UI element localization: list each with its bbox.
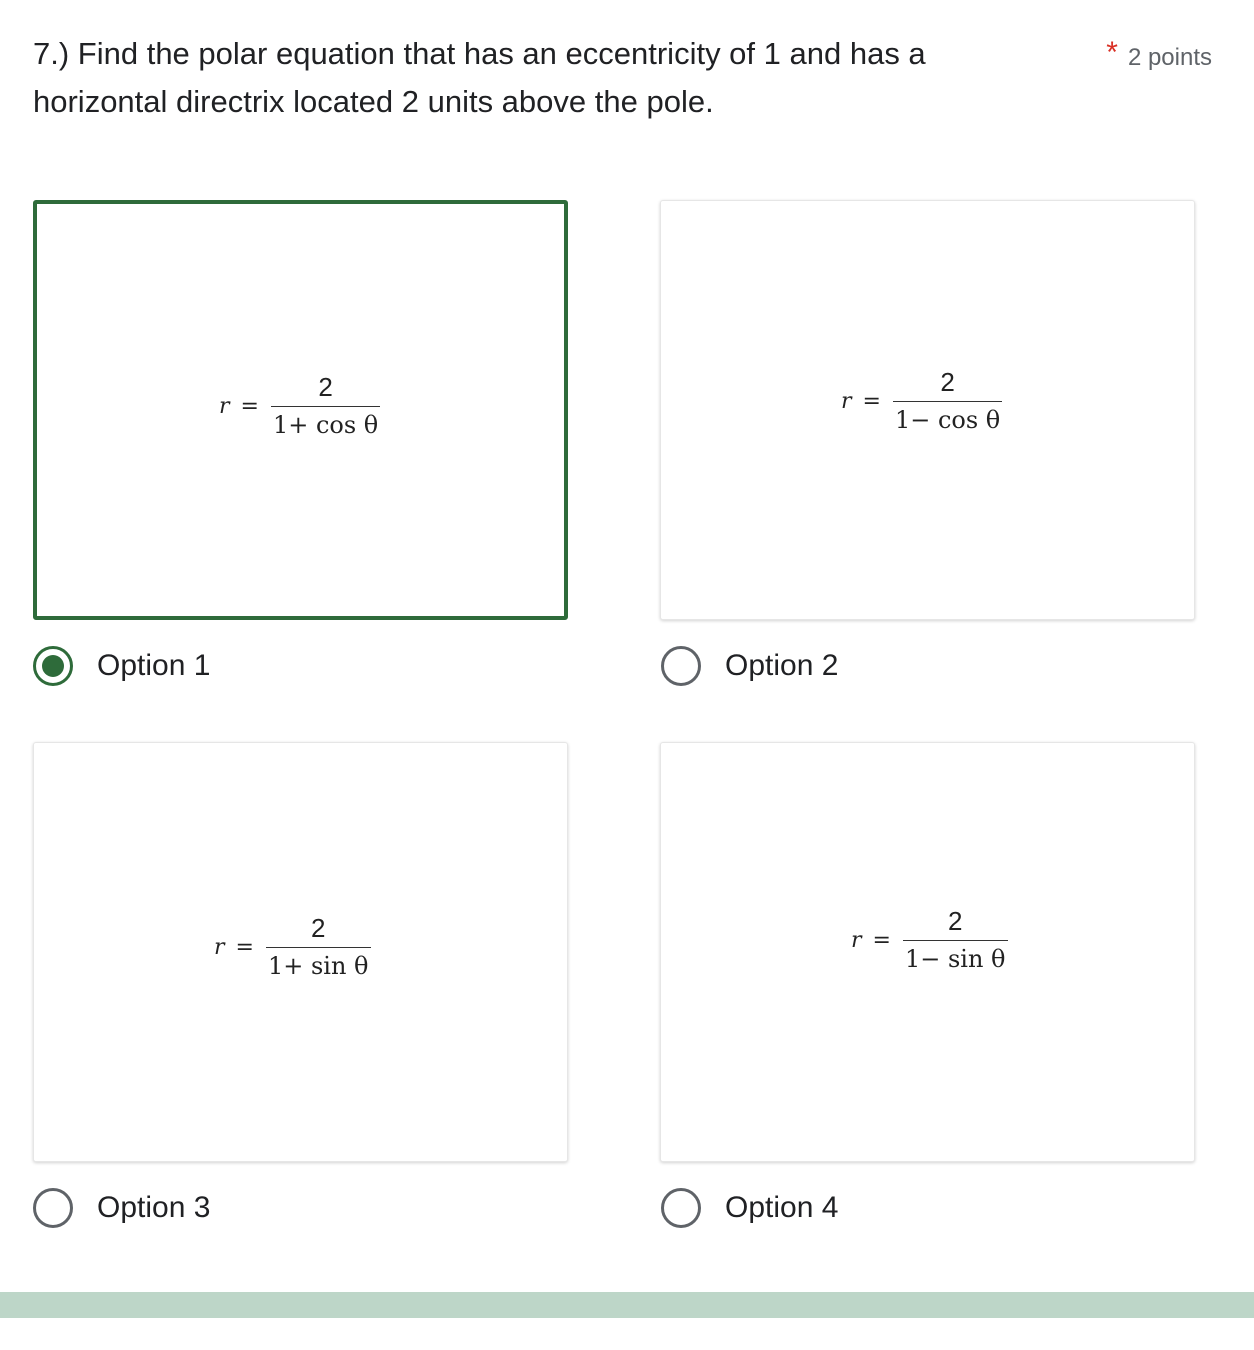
- option-3-formula: [214, 913, 371, 982]
- required-asterisk-icon: *: [1106, 36, 1118, 69]
- option-1-image-card[interactable]: [33, 200, 568, 620]
- numerator: 2: [940, 367, 955, 397]
- fraction: [893, 367, 1002, 436]
- formula-lhs: r =: [214, 935, 256, 960]
- fraction: [903, 906, 1008, 975]
- option-4-image-card[interactable]: [660, 742, 1195, 1162]
- option-3-choice[interactable]: [33, 1188, 210, 1228]
- denominator: 1− sin θ: [904, 945, 1006, 973]
- radio-dot-icon: [42, 655, 64, 677]
- bottom-divider-bar: [0, 1292, 1254, 1318]
- option-3-image-card[interactable]: [33, 742, 568, 1162]
- fraction: [271, 372, 380, 441]
- option-2-image-card[interactable]: [660, 200, 1195, 620]
- radio-button[interactable]: [661, 646, 701, 686]
- formula-lhs: r =: [841, 389, 883, 414]
- radio-button-checked[interactable]: [33, 646, 73, 686]
- formula-lhs: r =: [851, 928, 893, 953]
- fraction: [266, 913, 371, 982]
- option-4-label: Option 4: [725, 1191, 839, 1224]
- denominator: 1+ cos θ: [272, 411, 379, 439]
- option-4-formula: [851, 906, 1008, 975]
- option-1-choice[interactable]: [33, 646, 210, 686]
- denominator: 1− cos θ: [894, 406, 1001, 434]
- numerator: 2: [318, 372, 333, 402]
- radio-button[interactable]: [33, 1188, 73, 1228]
- option-2-formula: [841, 367, 1002, 436]
- option-4-choice[interactable]: [661, 1188, 838, 1228]
- option-1-label: Option 1: [97, 649, 211, 682]
- points-label: 2 points: [1127, 44, 1212, 71]
- points-info: [1106, 38, 1212, 78]
- numerator: 2: [947, 906, 963, 936]
- question-title: 7.) Find the polar equation that has an eccentricity of 1 and has a horizontal directrix located 2 units above the pole.: [33, 36, 926, 119]
- option-3-label: Option 3: [97, 1191, 211, 1224]
- formula-lhs: r =: [219, 394, 261, 419]
- option-2-label: Option 2: [725, 649, 839, 682]
- option-2-choice[interactable]: [661, 646, 838, 686]
- numerator: 2: [310, 913, 326, 943]
- denominator: 1+ sin θ: [267, 952, 369, 980]
- radio-button[interactable]: [661, 1188, 701, 1228]
- option-1-formula: [219, 372, 380, 441]
